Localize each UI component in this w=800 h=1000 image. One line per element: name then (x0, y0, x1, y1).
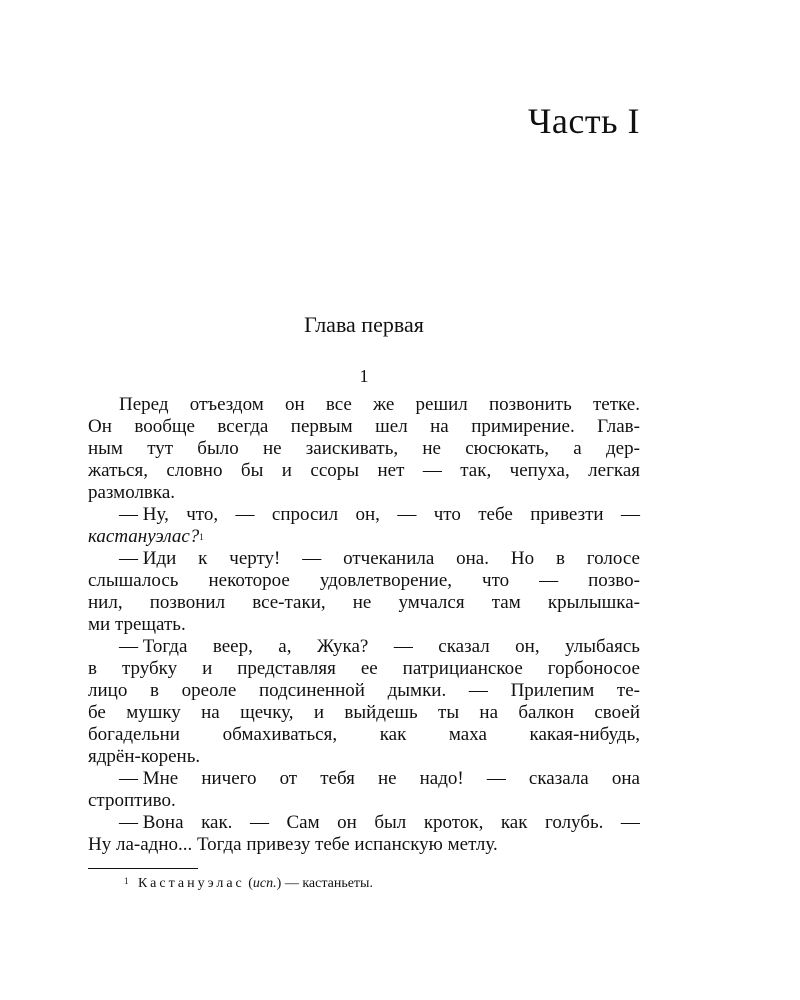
word: сюсюкать, (465, 438, 550, 459)
word: выйдешь (344, 702, 418, 723)
word: нет (377, 460, 405, 481)
word: не (422, 438, 441, 459)
word: — Тогда (119, 636, 188, 657)
word: ее (360, 658, 378, 679)
word: — (422, 460, 442, 481)
text-line (88, 746, 640, 768)
word: он, (355, 504, 380, 525)
footnote-language: исп. (252, 876, 277, 891)
section-number: 1 (359, 366, 369, 386)
word: в (150, 680, 159, 701)
word: что (433, 504, 461, 525)
part-title: Часть I (528, 101, 640, 141)
word: на (479, 702, 499, 723)
word: тут (147, 438, 174, 459)
word: легкая (588, 460, 640, 481)
word: жаться, (88, 460, 148, 481)
text-line (88, 416, 640, 438)
line-text: строптиво. (88, 790, 176, 811)
word: все-таки, (252, 592, 326, 613)
word: позвонил (149, 592, 226, 613)
word: отчеканила (343, 548, 435, 569)
line-text: ядрён-корень. (88, 746, 201, 767)
word: бе (88, 702, 106, 723)
line-text: Ну ла-адно... Тогда привезу тебе испанскую метлу. (88, 834, 498, 855)
word: он (284, 394, 305, 415)
word: а, (278, 636, 292, 657)
word: что (482, 570, 510, 591)
text-line (88, 438, 640, 460)
word: тетке. (592, 394, 640, 415)
text-line (88, 724, 640, 746)
footnote-term: Кастануэлас (138, 876, 245, 891)
word: как (379, 724, 407, 745)
word: в (88, 658, 97, 679)
word: какая-нибудь, (529, 724, 640, 745)
word: ты (438, 702, 460, 723)
footnote: $^1$ Кастануэлас (исп.) — кастаньеты. (124, 876, 373, 891)
word: умчался (398, 592, 465, 613)
word: первым (290, 416, 353, 437)
word: было (197, 438, 239, 459)
word: патрицианское (402, 658, 523, 679)
word: там (491, 592, 521, 613)
word: голосе (586, 548, 640, 569)
word: дер- (605, 438, 640, 459)
word: как (500, 812, 528, 833)
word: балкон (518, 702, 575, 723)
word: он, (515, 636, 540, 657)
word: богадельни (88, 724, 180, 745)
word: и (202, 658, 213, 679)
word: Жука? (316, 636, 369, 657)
text-line (88, 548, 640, 570)
text-line (88, 460, 640, 482)
body-text (88, 394, 640, 856)
word: слышалось (88, 570, 179, 591)
chapter-title: Глава первая (304, 312, 424, 337)
word: позво- (588, 570, 640, 591)
word: Прилепим (510, 680, 595, 701)
word: не (262, 438, 282, 459)
word: удовлетворение, (319, 570, 453, 591)
word: же (373, 394, 395, 415)
word: вообще (134, 416, 195, 437)
word: спросил (271, 504, 339, 525)
word: — (620, 504, 640, 525)
word: Сам (286, 812, 320, 833)
word: — (235, 504, 255, 525)
word: — Мне (119, 768, 179, 789)
word: она. (456, 548, 489, 569)
word: — (393, 636, 413, 657)
word: не (352, 592, 372, 613)
word: мушку (126, 702, 181, 723)
italic-term: кастануэлас? (88, 526, 200, 547)
word: сказал (438, 636, 490, 657)
word: обмахиваться, (222, 724, 338, 745)
word: всегда (217, 416, 269, 437)
word: к (198, 548, 208, 569)
word: отъездом (189, 394, 264, 415)
word: на (430, 416, 449, 437)
line-text: размолвка. (88, 482, 176, 503)
word: крылышка- (547, 592, 640, 613)
word: Глав- (597, 416, 640, 437)
word: словно (166, 460, 223, 481)
text-line (88, 614, 640, 636)
word: дымки. (387, 680, 447, 701)
word: решил (415, 394, 468, 415)
word: — Ну, (119, 504, 169, 525)
word: щечку, (240, 702, 294, 723)
text-line (88, 702, 640, 724)
word: — Вона (119, 812, 184, 833)
word: она (611, 768, 640, 789)
text-line (88, 526, 640, 548)
word: горбоносое (547, 658, 640, 679)
word: был (374, 812, 407, 833)
word: все (325, 394, 352, 415)
word: Он (88, 416, 112, 437)
text-line (88, 790, 640, 812)
word: маха (448, 724, 487, 745)
text-line (88, 680, 640, 702)
word: — (620, 812, 640, 833)
word: Но (510, 548, 535, 569)
word: чепуха, (509, 460, 570, 481)
word: заискивать, (305, 438, 399, 459)
text-line (88, 636, 640, 658)
footnote-marker: 1 (124, 876, 129, 886)
word: кроток, (423, 812, 484, 833)
word: так, (460, 460, 492, 481)
word: представляя (237, 658, 336, 679)
word: ным (88, 438, 123, 459)
word: тебе (478, 504, 513, 525)
word: не (377, 768, 397, 789)
word: трубку (121, 658, 178, 679)
word: — (539, 570, 559, 591)
word: ничего (201, 768, 257, 789)
word: что, (186, 504, 219, 525)
footnote-divider (88, 868, 198, 869)
word: бы (240, 460, 264, 481)
word: а (573, 438, 582, 459)
word: надо! (419, 768, 464, 789)
word: те- (616, 680, 640, 701)
word: на (201, 702, 220, 723)
word: примирение. (471, 416, 575, 437)
word: — (249, 812, 269, 833)
text-line (88, 834, 640, 856)
word: как. (201, 812, 233, 833)
word: некоторое (208, 570, 290, 591)
word: — (302, 548, 322, 569)
word: — (468, 680, 488, 701)
footnote-ref: 1 (199, 532, 204, 542)
word: позвонить (488, 394, 572, 415)
footnote-definition: — кастаньеты. (284, 876, 373, 891)
text-line (88, 504, 640, 526)
word: лицо (88, 680, 128, 701)
word: ореоле (181, 680, 237, 701)
word: ссоры (310, 460, 360, 481)
text-line (88, 658, 640, 680)
word: Перед (119, 394, 169, 415)
word: нил, (88, 592, 123, 613)
word: сказала (528, 768, 589, 789)
text-line (88, 570, 640, 592)
word: улыбаясь (565, 636, 640, 657)
word: черту! (229, 548, 281, 569)
word: — (397, 504, 417, 525)
text-line (88, 812, 640, 834)
word: в (555, 548, 565, 569)
word: и (313, 702, 325, 723)
word: — (486, 768, 506, 789)
word: веер, (212, 636, 253, 657)
text-line (88, 394, 640, 416)
text-line (88, 592, 640, 614)
line-text: ми трещать. (88, 614, 186, 635)
word: подсиненной (258, 680, 365, 701)
word: — Иди (119, 548, 177, 569)
word: шел (375, 416, 408, 437)
word: голубь. (545, 812, 604, 833)
word: привезти (530, 504, 604, 525)
word: он (337, 812, 357, 833)
word: тебя (320, 768, 355, 789)
text-line (88, 482, 640, 504)
word: своей (594, 702, 640, 723)
text-line (88, 768, 640, 790)
word: и (281, 460, 292, 481)
word: от (279, 768, 298, 789)
